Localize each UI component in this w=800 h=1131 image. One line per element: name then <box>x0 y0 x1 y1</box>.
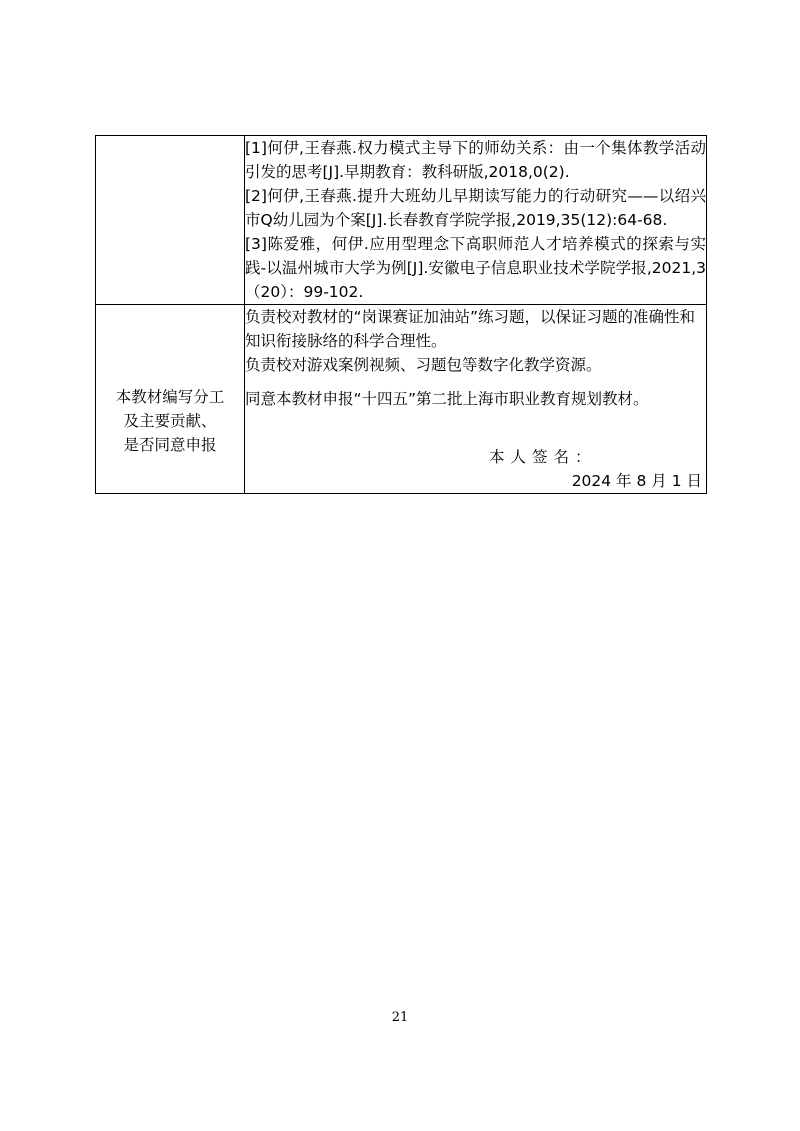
page-number: 21 <box>391 1010 409 1025</box>
contribution-row <box>96 305 707 494</box>
reference-item-1: [1]何伊,王春燕.权力模式主导下的师幼关系：由一个集体教学活动引发的思考[J].早期教育：教科研版,2018,0(2). <box>245 139 706 181</box>
references-row <box>96 136 707 305</box>
contribution-label-cell <box>96 305 245 494</box>
paragraph-gap <box>245 377 706 387</box>
application-form-table <box>95 135 707 494</box>
contribution-label-line-1: 本教材编写分工 <box>115 388 225 406</box>
reference-item-2: [2]何伊,王春燕.提升大班幼儿早期读写能力的行动研究——以绍兴市Q幼儿园为个案[J].长春教育学院学报,2019,35(12):64-68. <box>245 187 706 229</box>
consent-statement: 同意本教材申报“十四五”第二批上海市职业教育规划教材。 <box>245 390 649 408</box>
contribution-label-line-3: 是否同意申报 <box>123 436 217 454</box>
contribution-paragraph-2: 负责校对游戏案例视频、习题包等数字化教学资源。 <box>245 356 602 374</box>
references-content-cell <box>245 136 707 305</box>
references-label-cell <box>96 136 245 305</box>
signature-label: 本人签名： <box>489 448 597 466</box>
contribution-label-line-2: 及主要贡献、 <box>123 412 217 430</box>
contribution-paragraph-1: 负责校对教材的“岗课赛证加油站”练习题，以保证习题的准确性和知识衔接脉络的科学合理性。 <box>245 308 696 350</box>
contribution-content-cell <box>245 305 707 494</box>
signature-date: 2024 年 8 月 1 日 <box>571 472 702 490</box>
reference-item-3: [3]陈爱雅，何伊.应用型理念下高职师范人才培养模式的探索与实践-以温州城市大学为例[J].安徽电子信息职业技术学院学报,2021,3（20）：99-102. <box>245 235 706 301</box>
